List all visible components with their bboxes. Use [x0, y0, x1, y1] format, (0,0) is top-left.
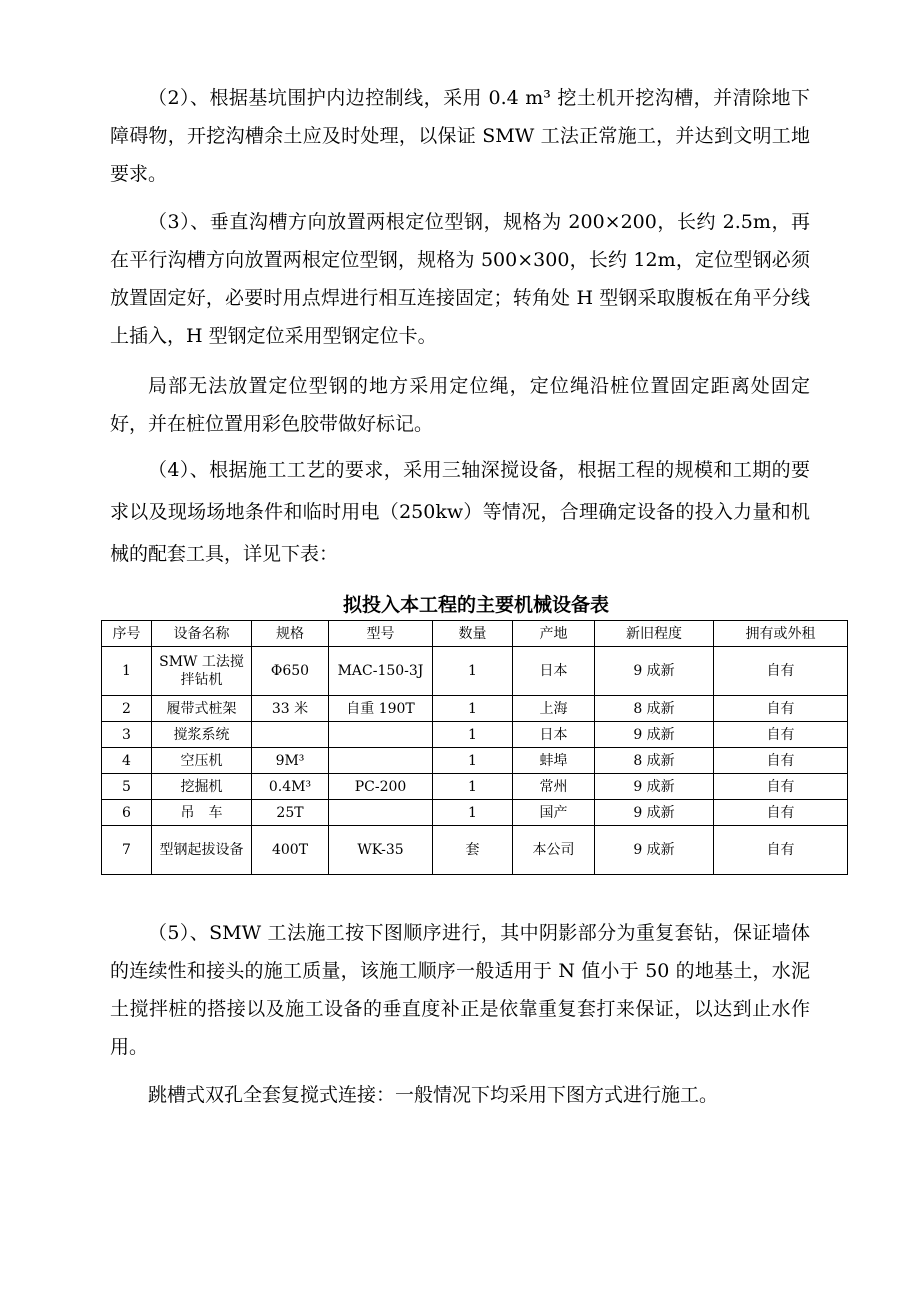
table-cell: WK-35	[329, 826, 433, 875]
table-row	[102, 800, 848, 826]
table-cell: 日本	[513, 647, 595, 696]
table-cell: 自有	[714, 800, 848, 826]
table-title: 拟投入本工程的主要机械设备表	[342, 594, 609, 616]
header-cell: 拥有或外租	[714, 621, 848, 647]
table-cell: 蚌埠	[513, 748, 595, 774]
header-cell: 设备名称	[152, 621, 252, 647]
table-cell: 8 成新	[595, 748, 714, 774]
table-cell: 1	[433, 722, 513, 748]
header-cell: 规格	[252, 621, 329, 647]
table-cell	[329, 722, 433, 748]
table-row	[102, 774, 848, 800]
header-cell: 新旧程度	[595, 621, 714, 647]
header-cell: 序号	[102, 621, 152, 647]
table-cell: 8 成新	[595, 696, 714, 722]
table-cell: 自有	[714, 722, 848, 748]
table-cell: 1	[433, 647, 513, 696]
table-row	[102, 826, 848, 875]
table-cell: 本公司	[513, 826, 595, 875]
table-row	[102, 722, 848, 748]
table-row	[102, 647, 848, 696]
table-row	[102, 748, 848, 774]
paragraph-skip-slot: 跳槽式双孔全套复搅式连接：一般情况下均采用下图方式进行施工。	[148, 1084, 719, 1106]
table-header-row	[102, 621, 848, 647]
table-cell: 9M³	[252, 748, 329, 774]
table-cell: 33 米	[252, 696, 329, 722]
table-cell: 常州	[513, 774, 595, 800]
table-cell: 自有	[714, 774, 848, 800]
header-cell: 产地	[513, 621, 595, 647]
table-cell: 9 成新	[595, 800, 714, 826]
table-cell: 自重 190T	[329, 696, 433, 722]
table-cell: 1	[433, 748, 513, 774]
table-cell: 自有	[714, 696, 848, 722]
table-cell: 9 成新	[595, 647, 714, 696]
table-cell: 国产	[513, 800, 595, 826]
table-cell: 1	[433, 800, 513, 826]
paragraph-rope: 局部无法放置定位型钢的地方采用定位绳，定位绳沿桩位置固定距离处固定好，并在桩位置用彩色胶带做好标记。	[110, 375, 810, 435]
table-cell: 自有	[714, 826, 848, 875]
table-cell: 自有	[714, 647, 848, 696]
table-cell: MAC-150-3J	[329, 647, 433, 696]
paragraph-3: （3）、垂直沟槽方向放置两根定位型钢，规格为 200×200，长约 2.5m，再在平行沟槽方向放置两根定位型钢，规格为 500×300，长约 12m，定位型钢必须放置固定好，必要时用点焊进行相互连接固定；转角处 H 型钢采取腹板在角平分线上插入，H 型钢定位采用型钢定位卡。	[110, 211, 810, 347]
table-cell: 套	[433, 826, 513, 875]
table-cell: 1	[433, 696, 513, 722]
table-cell: 日本	[513, 722, 595, 748]
paragraph-4: （4）、根据施工工艺的要求，采用三轴深搅设备，根据工程的规模和工期的要求以及现场场地条件和临时用电（250kw）等情况，合理确定设备的投入力量和机械的配套工具，详见下表：	[110, 459, 810, 565]
table-cell: 上海	[513, 696, 595, 722]
table-cell: 吊 车	[152, 800, 252, 826]
table-cell: 2	[102, 696, 152, 722]
table-cell	[329, 800, 433, 826]
table-cell: 挖掘机	[152, 774, 252, 800]
table-cell: 9 成新	[595, 826, 714, 875]
table-row	[102, 696, 848, 722]
table-cell: 空压机	[152, 748, 252, 774]
table-cell: PC-200	[329, 774, 433, 800]
table-cell: 履带式桩架	[152, 696, 252, 722]
table-cell: SMW 工法搅拌钻机	[152, 647, 252, 696]
header-cell: 型号	[329, 621, 433, 647]
table-cell: 5	[102, 774, 152, 800]
table-cell: 9 成新	[595, 774, 714, 800]
table-cell: 3	[102, 722, 152, 748]
table-cell: 25T	[252, 800, 329, 826]
table-cell: 搅浆系统	[152, 722, 252, 748]
table-cell: 9 成新	[595, 722, 714, 748]
table-cell: 1	[433, 774, 513, 800]
table-cell: 1	[102, 647, 152, 696]
table-cell: 400T	[252, 826, 329, 875]
table-cell	[329, 748, 433, 774]
table-cell: Φ650	[252, 647, 329, 696]
table-cell	[252, 722, 329, 748]
paragraph-5: （5）、SMW 工法施工按下图顺序进行，其中阴影部分为重复套钻，保证墙体的连续性和接头的施工质量，该施工顺序一般适用于 N 值小于 50 的地基土，水泥土搅拌桩的搭接以及施工设备的垂直度补正是依靠重复套打来保证，以达到止水作用。	[110, 922, 810, 1058]
table-cell: 7	[102, 826, 152, 875]
table-cell: 自有	[714, 748, 848, 774]
table-cell: 4	[102, 748, 152, 774]
table-cell: 型钢起拔设备	[152, 826, 252, 875]
table-cell: 0.4M³	[252, 774, 329, 800]
header-cell: 数量	[433, 621, 513, 647]
equipment-table	[101, 620, 848, 875]
paragraph-2: （2）、根据基坑围护内边控制线，采用 0.4 m³ 挖土机开挖沟槽，并清除地下障碍物，开挖沟槽余土应及时处理，以保证 SMW 工法正常施工，并达到文明工地要求。	[110, 87, 810, 185]
table-cell: 6	[102, 800, 152, 826]
